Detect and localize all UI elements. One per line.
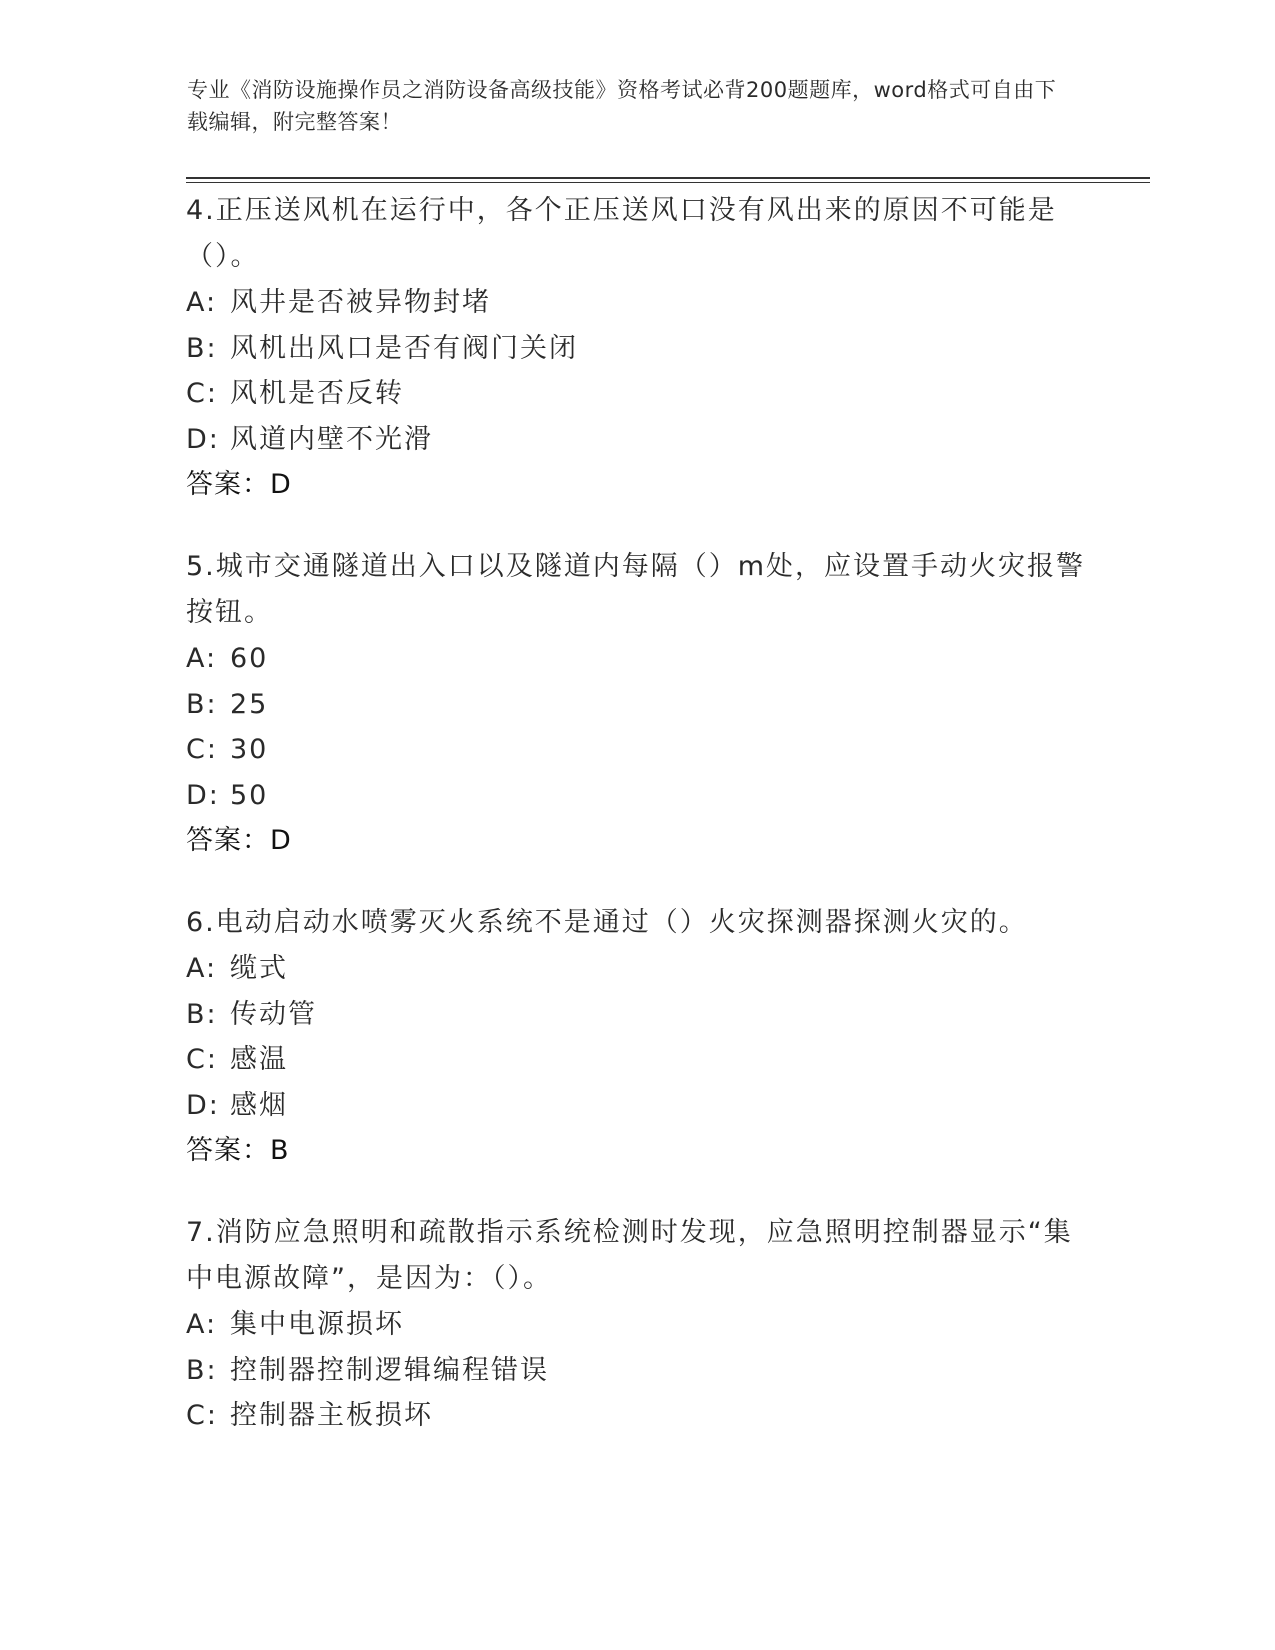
document-header: 专业《消防设施操作员之消防设备高级技能》资格考试必背200题题库，word格式可自由下载编辑，附完整答案！ — [187, 78, 1057, 134]
question-text: 4.正压送风机在运行中，各个正压送风口没有风出来的原因不可能是（）。 — [186, 195, 1057, 272]
answer-label: 答案：D — [186, 825, 292, 856]
question-text: 6.电动启动水喷雾灭火系统不是通过（）火灾探测器探测火灾的。 — [186, 907, 1028, 938]
option-d — [186, 1083, 1086, 1129]
option-c — [186, 1393, 1086, 1439]
option-letter: A: — [186, 643, 218, 674]
option-letter: C: — [186, 1044, 218, 1075]
header-rule-thick — [186, 177, 1150, 179]
question-4 — [186, 188, 1086, 508]
option-text: 感烟 — [230, 1089, 288, 1121]
option-letter: B: — [186, 998, 218, 1030]
option-b — [186, 326, 1086, 372]
answer-label: 答案：B — [186, 1135, 290, 1166]
option-b — [186, 992, 1086, 1038]
option-text: 控制器控制逻辑编程错误 — [230, 1354, 549, 1386]
option-a — [186, 280, 1086, 326]
option-letter: D: — [186, 423, 220, 455]
question-6 — [186, 900, 1086, 1174]
option-text: 缆式 — [230, 953, 288, 984]
option-text: 60 — [230, 643, 269, 674]
option-letter: B: — [186, 332, 218, 364]
option-letter: A: — [186, 953, 218, 984]
option-letter: A: — [186, 1309, 218, 1340]
option-a — [186, 636, 1086, 682]
option-text: 风井是否被异物封堵 — [230, 287, 491, 318]
option-letter: C: — [186, 1400, 218, 1431]
option-text: 风机出风口是否有阀门关闭 — [230, 332, 578, 364]
option-text: 感温 — [230, 1044, 288, 1075]
option-letter: C: — [186, 734, 218, 765]
option-text: 控制器主板损坏 — [230, 1400, 433, 1431]
option-text: 50 — [230, 779, 269, 811]
question-text: 7.消防应急照明和疏散指示系统检测时发现，应急照明控制器显示“集中电源故障”，是因为：（）。 — [186, 1217, 1073, 1294]
option-d — [186, 417, 1086, 463]
option-text: 30 — [230, 734, 269, 765]
question-list — [186, 188, 1086, 1475]
option-c — [186, 371, 1086, 417]
question-text: 5.城市交通隧道出入口以及隧道内每隔（）m处，应设置手动火灾报警按钮。 — [186, 551, 1086, 628]
option-letter: B: — [186, 1354, 218, 1386]
option-letter: D: — [186, 779, 220, 811]
question-7 — [186, 1210, 1086, 1439]
header-rule-thin — [186, 182, 1150, 183]
option-a — [186, 1302, 1086, 1348]
option-c — [186, 1037, 1086, 1083]
option-text: 25 — [230, 688, 269, 720]
option-text: 风机是否反转 — [230, 378, 404, 409]
option-letter: D: — [186, 1089, 220, 1121]
answer-label: 答案：D — [186, 469, 292, 500]
option-text: 集中电源损坏 — [230, 1309, 404, 1340]
option-letter: B: — [186, 688, 218, 720]
option-text: 传动管 — [230, 998, 317, 1030]
option-letter: C: — [186, 378, 218, 409]
option-b — [186, 1348, 1086, 1394]
option-text: 风道内壁不光滑 — [230, 423, 433, 455]
option-d — [186, 773, 1086, 819]
option-b — [186, 682, 1086, 728]
question-5 — [186, 544, 1086, 864]
option-c — [186, 727, 1086, 773]
option-a — [186, 946, 1086, 992]
option-letter: A: — [186, 287, 218, 318]
